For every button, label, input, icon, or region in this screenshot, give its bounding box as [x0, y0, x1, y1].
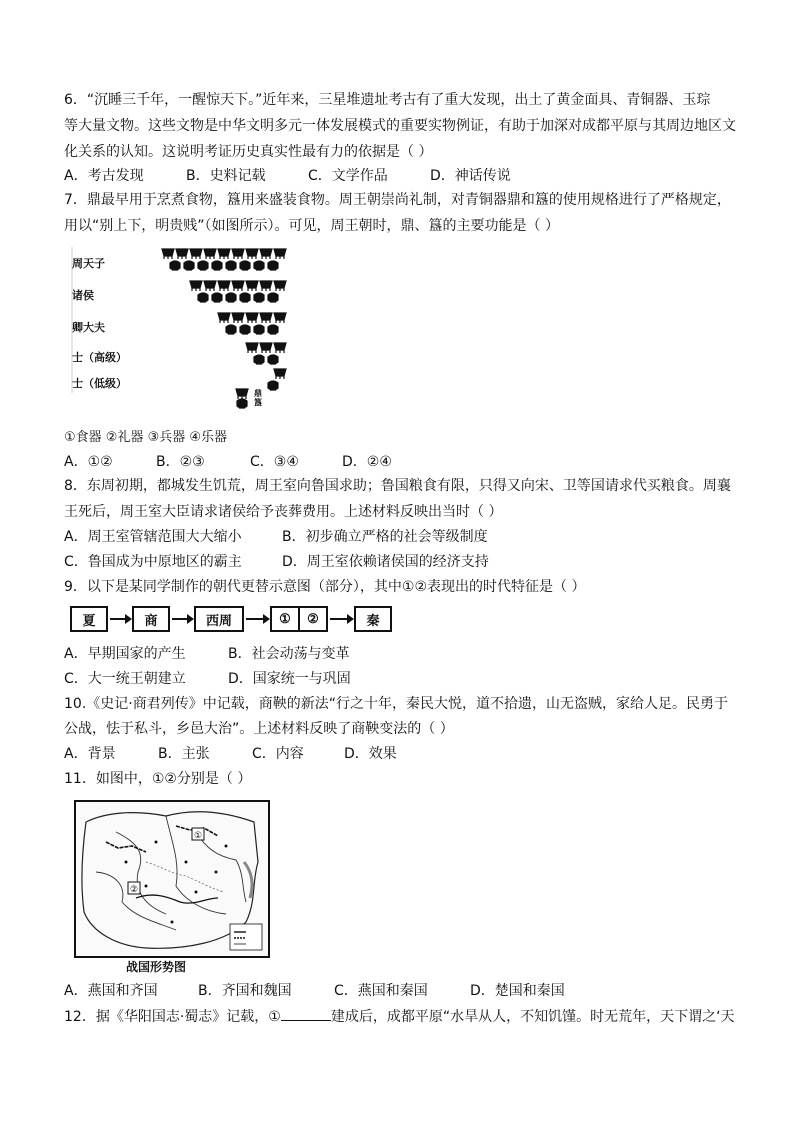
- gui-icon: [170, 261, 180, 270]
- ding-icon: [236, 389, 248, 399]
- map-marker-2: ②: [129, 885, 139, 895]
- ding-icon: [204, 249, 216, 259]
- ding-icon: [260, 249, 272, 259]
- q7-choices: ①食器 ②礼器 ③兵器 ④乐器: [64, 430, 228, 445]
- q9-option-c[interactable]: C．大一统王朝建立: [64, 671, 186, 687]
- timeline-arrow-2: [172, 618, 192, 620]
- q10-line-1: 10.《史记·商君列传》中记载，商鞅的新法“行之十年，秦民大悦，道不拾遗，山无盗贼，家给人足。民勇于: [64, 696, 728, 712]
- gui-icon: [240, 261, 250, 270]
- gui-icon: [240, 325, 250, 334]
- ding-icon: [260, 281, 272, 291]
- timeline-slot-1: ①: [270, 606, 300, 632]
- dynasty-timeline: [70, 606, 400, 636]
- q10-option-b[interactable]: B．主张: [158, 746, 210, 762]
- ding-icon: [246, 313, 258, 323]
- gui-icon: [254, 293, 264, 302]
- q8-option-a[interactable]: A．周王室管辖范围大大缩小: [64, 529, 242, 545]
- q10-line-2: 公战，怯于私斗，乡邑大治”。上述材料反映了商鞅变法的（ ）: [64, 721, 454, 737]
- map-marker-1: ①: [193, 831, 203, 841]
- q12-blank[interactable]: [281, 1006, 331, 1021]
- ding-icon: [274, 343, 286, 353]
- q9-line-1: 9．以下是某同学制作的朝代更替示意图（部分），其中①②表现出的时代特征是（ ）: [64, 579, 586, 595]
- pyramid-label-qingdafu: 卿大夫: [72, 321, 105, 334]
- ding-gui-hierarchy-figure: [70, 243, 306, 413]
- ding-icon: [232, 313, 244, 323]
- timeline-arrow-1: [110, 618, 130, 620]
- q12-suffix: 建成后，成都平原“水旱从人，不知饥馑。时无荒年，天下谓之‘天: [330, 1009, 735, 1025]
- q8-option-c[interactable]: C．鲁国成为中原地区的霸主: [64, 554, 242, 570]
- q6-option-c[interactable]: C．文学作品: [308, 168, 388, 184]
- ding-icon: [218, 313, 230, 323]
- pyramid-label-tianzi: 周天子: [72, 257, 105, 270]
- gui-icon: [268, 325, 278, 334]
- ding-icon: [176, 249, 188, 259]
- timeline-shang: 商: [132, 606, 170, 632]
- pyramid-label-shi-high: 士（高级）: [72, 351, 127, 364]
- q9-option-a[interactable]: A．早期国家的产生: [64, 646, 186, 662]
- ding-icon: [218, 281, 230, 291]
- q11-option-a[interactable]: A．燕国和齐国: [64, 983, 158, 999]
- gui-icon: [226, 261, 236, 270]
- gui-icon: [212, 293, 222, 302]
- legend-ding: 鼎: [254, 389, 262, 398]
- q11-option-c[interactable]: C．燕国和秦国: [334, 983, 428, 999]
- q7-option-a[interactable]: A．①②: [64, 454, 113, 470]
- gui-icon: [240, 293, 250, 302]
- warring-states-map-svg: [76, 802, 268, 956]
- q6-option-b[interactable]: B．史料记载: [186, 168, 266, 184]
- map-caption: 战国形势图: [126, 960, 187, 974]
- ding-icon: [260, 343, 272, 353]
- timeline-qin: 秦: [354, 606, 392, 632]
- timeline-xizhou: 西周: [194, 606, 244, 632]
- legend-gui: 簋: [254, 398, 262, 407]
- q7-option-b[interactable]: B．②③: [156, 454, 205, 470]
- gui-icon: [268, 355, 278, 364]
- timeline-slot-2: ②: [298, 606, 328, 632]
- timeline-arrow-3: [246, 618, 268, 620]
- gui-icon: [268, 381, 278, 390]
- gui-icon: [198, 261, 208, 270]
- ding-icon: [246, 281, 258, 291]
- q6-line-1: 6．“沉睡三千年，一醒惊天下。”近年来，三星堆遗址考古有了重大发现，出土了黄金面具、青铜器、玉琮: [64, 92, 711, 108]
- gui-icon: [237, 399, 247, 408]
- q9-option-d[interactable]: D．国家统一与巩固: [228, 671, 351, 687]
- gui-icon: [198, 293, 208, 302]
- q6-line-2: 等大量文物。这些文物是中华文明多元一体发展模式的重要实物例证，有助于加深对成都平原与其周边地区文: [64, 118, 736, 134]
- q7-line-1: 7．鼎最早用于烹煮食物，簋用来盛装食物。周王朝崇尚礼制，对青铜器鼎和簋的使用规格进行了严格规定，: [64, 192, 731, 208]
- ding-icon: [274, 369, 286, 379]
- q6-option-d[interactable]: D．神话传说: [430, 168, 511, 184]
- q12-prefix: 12．据《华阳国志·蜀志》记载，①: [64, 1009, 281, 1025]
- timeline-arrow-4: [330, 618, 352, 620]
- ding-icon: [274, 249, 286, 259]
- timeline-xia: 夏: [70, 606, 108, 632]
- ding-icon: [162, 249, 174, 259]
- warring-states-map: [74, 800, 270, 958]
- gui-icon: [184, 261, 194, 270]
- ding-icon: [190, 249, 202, 259]
- gui-icon: [254, 261, 264, 270]
- q10-option-c[interactable]: C．内容: [252, 746, 304, 762]
- pyramid-label-shi-low: 士（低级）: [72, 377, 127, 390]
- gui-icon: [268, 293, 278, 302]
- ding-icon: [274, 313, 286, 323]
- ding-icon: [204, 281, 216, 291]
- ding-icon: [246, 343, 258, 353]
- q12-line-1: [64, 1006, 735, 1027]
- q11-option-d[interactable]: D．楚国和秦国: [470, 983, 565, 999]
- gui-icon: [226, 325, 236, 334]
- q7-option-c[interactable]: C．③④: [250, 454, 299, 470]
- gui-icon: [254, 355, 264, 364]
- gui-icon: [268, 261, 278, 270]
- pyramid-label-zhuhou: 诸侯: [72, 289, 94, 302]
- ding-icon: [232, 281, 244, 291]
- pyramid-legend: [254, 389, 262, 407]
- ding-icon: [260, 313, 272, 323]
- q10-option-a[interactable]: A．背景: [64, 746, 116, 762]
- ding-icon: [232, 249, 244, 259]
- q11-option-b[interactable]: B．齐国和魏国: [198, 983, 292, 999]
- q8-line-1: 8．东周初期，都城发生饥荒，周王室向鲁国求助；鲁国粮食有限，只得又向宋、卫等国请求代买粮食。周襄: [64, 478, 731, 494]
- q8-option-b[interactable]: B．初步确立严格的社会等级制度: [282, 529, 488, 545]
- gui-icon: [212, 261, 222, 270]
- q7-line-2: 用以“别上下，明贵贱”（如图所示）。可见，周王朝时，鼎、簋的主要功能是（ ）: [64, 218, 559, 234]
- q10-option-d[interactable]: D．效果: [344, 746, 397, 762]
- gui-icon: [254, 325, 264, 334]
- gui-icon: [226, 293, 236, 302]
- ding-icon: [190, 281, 202, 291]
- q7-option-d[interactable]: D．②④: [342, 454, 392, 470]
- q11-line-1: 11．如图中，①②分别是（ ）: [64, 771, 252, 787]
- ding-icon: [274, 281, 286, 291]
- ding-icon: [218, 249, 230, 259]
- q6-option-a[interactable]: A．考古发现: [64, 168, 144, 184]
- ding-icon: [246, 249, 258, 259]
- q8-option-d[interactable]: D．周王室依赖诸侯国的经济支持: [282, 554, 489, 570]
- q6-line-3: 化关系的认知。这说明考证历史真实性最有力的依据是（ ）: [64, 144, 433, 160]
- q8-line-2: 王死后，周王室大臣请求诸侯给予丧葬费用。上述材料反映出当时（ ）: [64, 504, 503, 520]
- q9-option-b[interactable]: B．社会动荡与变革: [228, 646, 350, 662]
